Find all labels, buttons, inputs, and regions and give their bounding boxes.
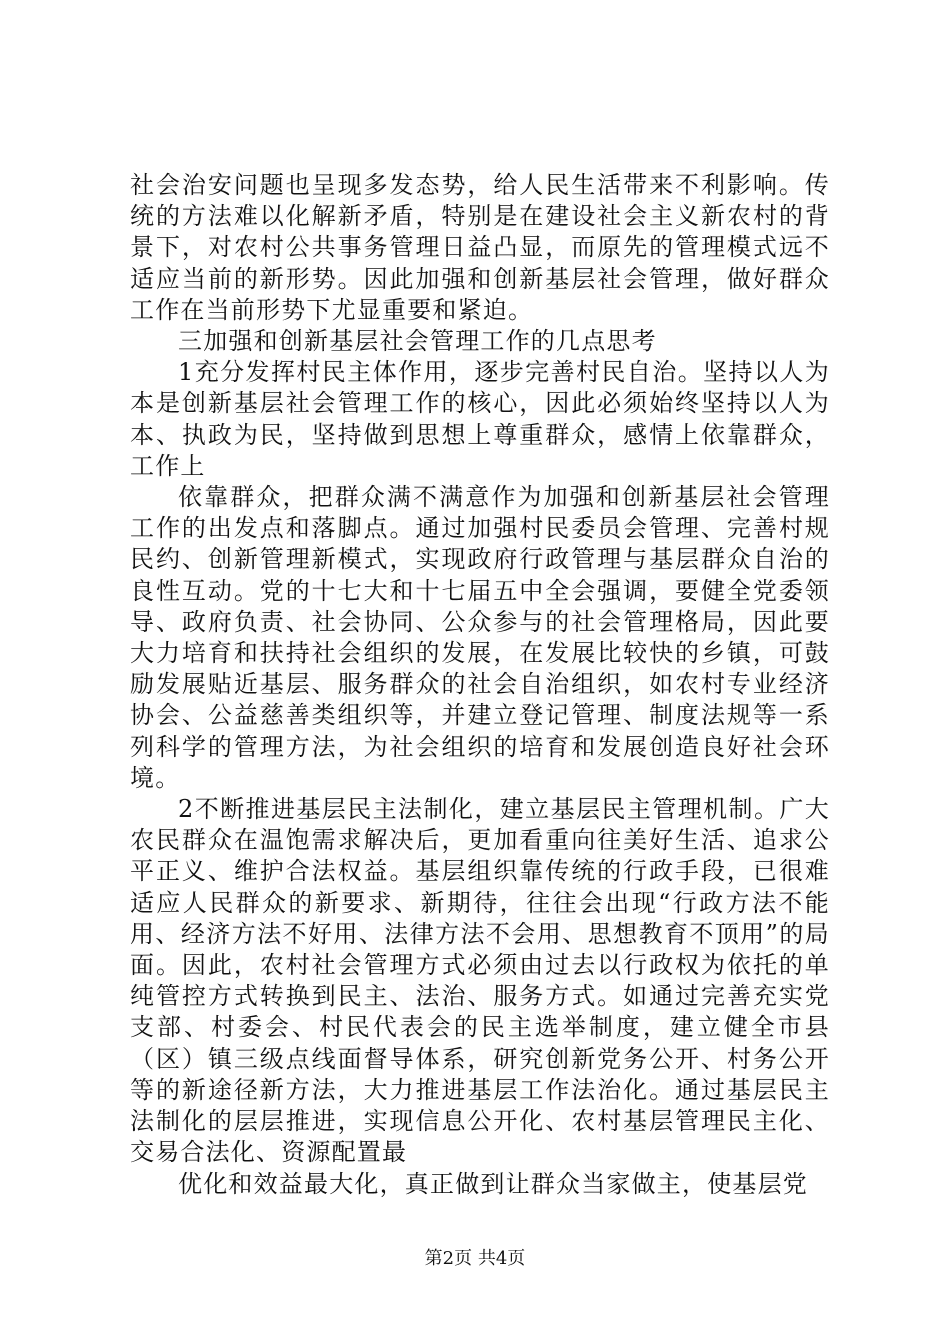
section-heading: 三加强和创新基层社会管理工作的几点思考 <box>178 327 657 356</box>
paragraph-point-2: 2不断推进基层民主法制化，建立基层民主管理机制。广大农民群众在温饱需求解决后，更加看重向往美好生活、追求公平正义、维护合法权益。基层组织靠传统的行政手段，已很难适应人民群众的新要求、新期待，往往会出现“行政方法不能用、经济方法不好用、法律方法不会用、思想教育不顶用”的局面。因此，农村社会管理方式必须由过去以行政权为依托的单纯管控方式转换到民主、法治、服务方式。如通过完善充实党支部、村委会、村民代表会的民主选举制度，建立健全市县（区）镇三级点线面督导体系，研究创新党务公开、村务公开等的新途径新方法，大力推进基层工作法治化。通过基层民主法制化的层层推进，实现信息公开化、农村基层管理民主化、交易合法化、资源配置最 <box>130 795 830 1167</box>
page-number-label: 第2页 共4页 <box>424 1248 526 1269</box>
paragraph-point-1-continued: 依靠群众，把群众满不满意作为加强和创新基层社会管理工作的出发点和落脚点。通过加强村民委员会管理、完善村规民约、创新管理新模式，实现政府行政管理与基层群众自治的良性互动。党的十七大和十七届五中全会强调，要健全党委领导、政府负责、社会协同、公众参与的社会管理格局，因此要大力培育和扶持社会组织的发展，在发展比较快的乡镇，可鼓励发展贴近基层、服务群众的社会自治组织，如农村专业经济协会、公益慈善类组织等，并建立登记管理、制度法规等一系列科学的管理方法，为社会组织的培育和发展创造良好社会环境。 <box>130 483 830 792</box>
paragraph-continuation: 社会治安问题也呈现多发态势，给人民生活带来不利影响。传统的方法难以化解新矛盾，特别是在建设社会主义新农村的背景下，对农村公共事务管理日益凸显，而原先的管理模式远不适应当前的新形势。因此加强和创新基层社会管理，做好群众工作在当前形势下尤显重要和紧迫。 <box>130 171 830 324</box>
paragraph-point-2-continued: 优化和效益最大化，真正做到让群众当家做主，使基层党 <box>178 1169 808 1198</box>
page-footer <box>0 1244 950 1270</box>
paragraph-point-1: 1充分发挥村民主体作用，逐步完善村民自治。坚持以人为本是创新基层社会管理工作的核心，因此必须始终坚持以人为本、执政为民，坚持做到思想上尊重群众，感情上依靠群众，工作上 <box>130 358 830 480</box>
document-body <box>130 170 830 1200</box>
